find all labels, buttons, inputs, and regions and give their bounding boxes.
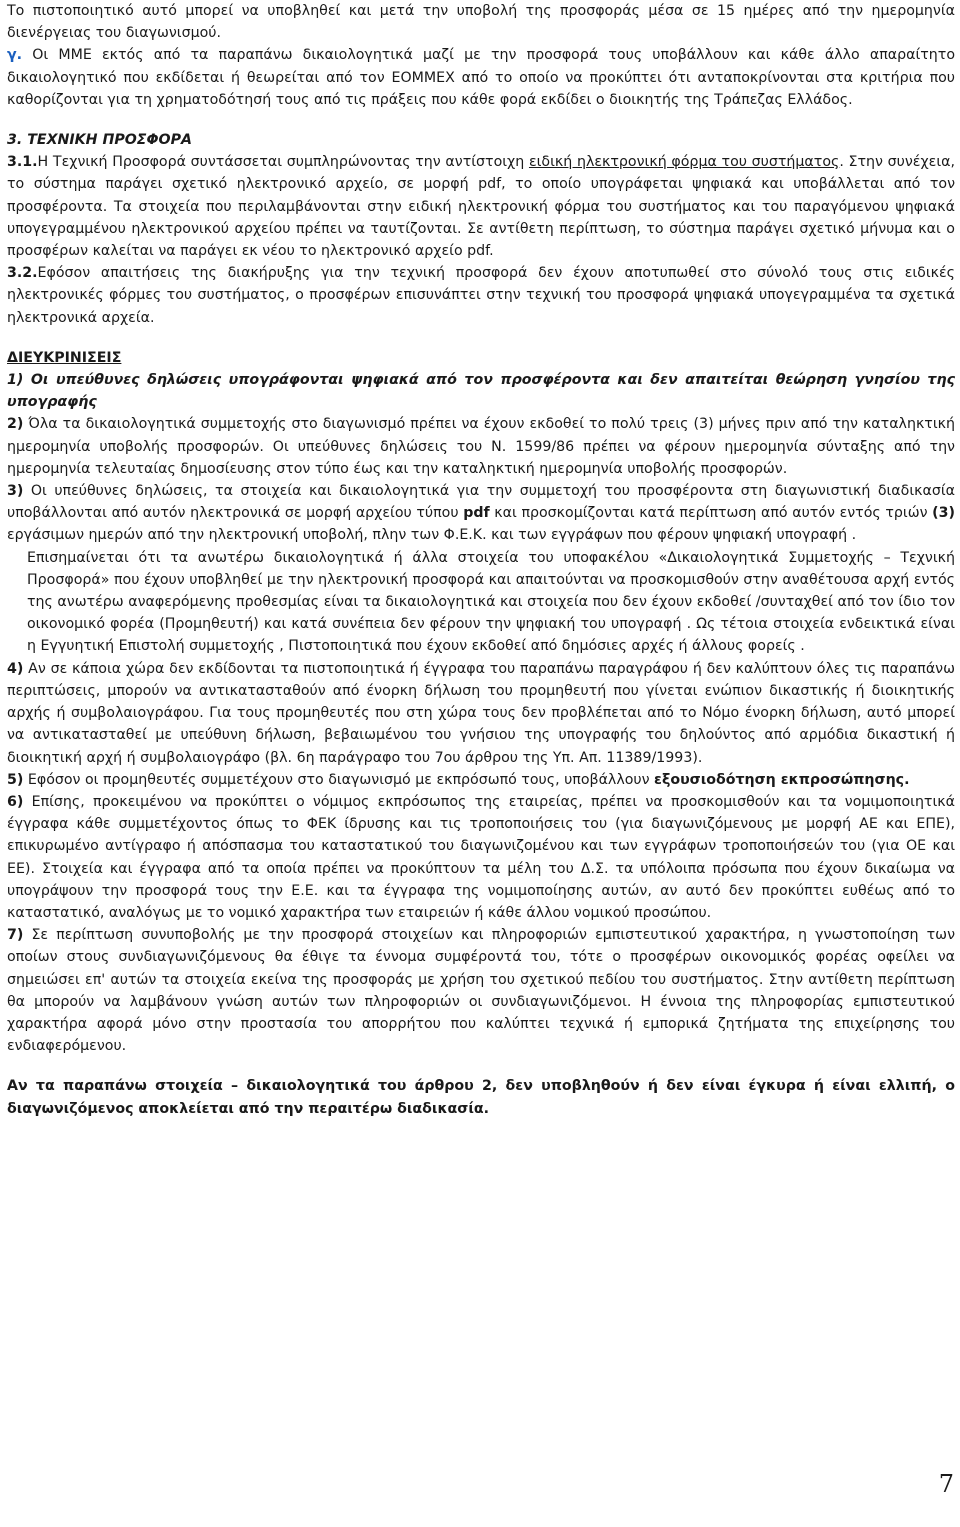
clarification-6-number: 6) [7, 793, 24, 810]
clarification-6 [7, 791, 955, 924]
section-3-1-text-b: . Στην συνέχεια, το σύστημα παράγει σχετικό ηλεκτρονικό αρχείο, σε μορφή pdf, το οποίο υπογράφεται ψηφιακά και υποβάλλεται από τον προσφέροντα. Τα στοιχεία που περιλαμβάνονται στην ειδική ηλεκτρονική φόρμα του συστήματος και του παραγόμενου ψηφιακά υπογεγραμμένου ηλεκτρονικού αρχείου πρέπει να ταυτίζονται. Σε αντίθετη περίπτωση, το σύστημα παράγει σχετικό μήνυμα και ο προσφέρων καλείται να παράγει εκ νέου το ηλεκτρονικό αρχείο pdf. [7, 154, 955, 260]
clarification-5-number: 5) [7, 771, 24, 788]
clarification-6-text: Επίσης, προκειμένου να προκύπτει ο νόμιμος εκπρόσωπος της εταιρείας, πρέπει να προσκομισθούν και τα νομιμοποιητικά έγγραφα κάθε συμμετέχοντος όπως το ΦΕΚ ίδρυσης και τις τροποποιήσεις του (για διαγωνιζόμενους με μορφή ΑΕ και ΕΠΕ), επικυρωμένο αντίγραφο ή απόσπασμα του καταστατικού του διαγωνιζομένου και των εγγράφων τροποποιήσεών του (για ΟΕ και ΕΕ). Στοιχεία και έγγραφα από τα οποία πρέπει να προκύπτουν τα μέλη του Δ.Σ. τα υπόλοιπα πρόσωπα που έχουν δικαίωμα να υπογράψουν την προσφορά τους την Ε.Ε. και τα έγγραφα της νομιμοποίησης αυτών, αν αυτό δεν προκύπτει ευθέως από το καταστατικό, αναλόγως με το νομικό χαρακτήρα των εταιρειών ή κάθε άλλου νομικού προσώπου. [7, 793, 955, 921]
clarification-5 [7, 769, 955, 791]
paragraph-gamma [7, 44, 955, 111]
clarification-2-number: 2) [7, 416, 24, 433]
section-3-2-number: 3.2. [7, 265, 38, 282]
page-number: 7 [938, 1470, 954, 1498]
clarification-2 [7, 413, 955, 480]
section-heading: 3. ΤΕΧΝΙΚΗ ΠΡΟΣΦΟΡΑ [7, 132, 192, 149]
clarification-3-pdf: pdf [463, 505, 490, 522]
clarification-3-note: Επισημαίνεται ότι τα ανωτέρω δικαιολογητικά ή άλλα στοιχεία του υποφακέλου «Δικαιολογητικά Συμμετοχής – Τεχνική Προσφορά» που έχουν υποβληθεί με την ηλεκτρονική προσφορά και απαιτούνται να προσκομισθούν στην αναθέτουσα αρχή εντός της ανωτέρω αναφερόμενης προθεσμίας είναι τα δικαιολογητικά και στοιχεία που δεν έχουν εκδοθεί /συνταχθεί από τον ίδιο τον οικονομικό φορέα (Προμηθευτή) και κατά συνέπεια δεν φέρουν την ψηφιακή του υπογραφή . Ως τέτοια στοιχεία ενδεικτικά είναι η Εγγυητική Επιστολή συμμετοχής , Πιστοποιητικά που έχουν εκδοθεί από δημόσιες αρχές ή άλλους φορείς . [27, 549, 955, 655]
clarifications-heading: ΔΙΕΥΚΡΙΝΙΣΕΙΣ [7, 349, 122, 366]
paragraph-3-1 [7, 151, 955, 262]
section-3-1-number: 3.1. [7, 154, 38, 171]
clarification-4-number: 4) [7, 660, 24, 677]
clarification-1: 1) Οι υπεύθυνες δηλώσεις υπογράφονται ψηφιακά από τον προσφέροντα και δεν απαιτείται θεώρηση γνησίου της υπογραφής [7, 372, 955, 411]
clarification-2-text: Όλα τα δικαιολογητικά συμμετοχής στο διαγωνισμό πρέπει να έχουν εκδοθεί το πολύ τρεις (3) μήνες πριν από την καταληκτική ημερομηνία υποβολής προσφορών. Οι υπεύθυνες δηλώσεις του Ν. 1599/86 πρέπει να φέρουν ημερομηνία σύνταξης από την ημερομηνία τελευταίας δημοσίευσης στον τύπο έως και την καταληκτική ημερομηνία υποβολής προσφορών. [7, 416, 955, 477]
clarification-5-bold: εξουσιοδότηση εκπροσώπησης. [654, 771, 910, 788]
clarification-3-text-b: και προσκομίζονται κατά περίπτωση από αυτόν εντός τριών [489, 505, 933, 522]
intro-paragraph: Το πιστοποιητικό αυτό μπορεί να υποβληθεί και μετά την υποβολή της προσφοράς μέσα σε 15 ημέρες από την ημερομηνία διενέργειας του διαγωνισμού. [7, 3, 955, 42]
clarification-7-number: 7) [7, 927, 24, 944]
electronic-form-link[interactable]: ειδική ηλεκτρονική φόρμα του συστήματος [528, 154, 840, 171]
section-3-2-text: Εφόσον απαιτήσεις της διακήρυξης για την τεχνική προσφορά δεν έχουν αποτυπωθεί στο σύνολό τους στις ειδικές ηλεκτρονικές φόρμες του συστήματος, ο προσφέρων επισυνάπτει στην τεχνική του προσφορά ψηφιακά υπογεγραμμένα τα σχετικά ηλεκτρονικά αρχεία. [7, 265, 955, 326]
paragraph-3-2 [7, 262, 955, 329]
clarification-7 [7, 924, 955, 1057]
clarification-3-three: (3) [932, 505, 955, 522]
clarification-4 [7, 658, 955, 769]
gamma-text: Οι ΜΜΕ εκτός από τα παραπάνω δικαιολογητικά μαζί με την προσφορά τους υποβάλλουν και κάθε άλλο απαραίτητο δικαιολογητικό που εκδίδεται ή θεωρείται από τον ΕΟΜΜΕΧ από το οποίο να προκύπτει ότι ανταποκρίνονται στα κριτήρια που καθορίζονται για τη χρηματοδότησή τους από τις πράξεις που κάθε φορά εκδίδει ο διοικητής της Τράπεζας Ελλάδος. [7, 47, 955, 108]
clarification-3-number: 3) [7, 483, 24, 500]
section-3-1-text-a: Η Τεχνική Προσφορά συντάσσεται συμπληρώνοντας την αντίστοιχη [37, 154, 529, 171]
clarification-3-text-a: Οι υπεύθυνες δηλώσεις, τα στοιχεία και δικαιολογητικά για την συμμετοχή του προσφέροντα στη διαγωνιστική διαδικασία υποβάλλονται από αυτόν ηλεκτρονικά σε μορφή αρχείου τύπου [7, 483, 955, 522]
clarification-5-text: Εφόσον οι προμηθευτές συμμετέχουν στο διαγωνισμό με εκπρόσωπό τους, υποβάλλουν [23, 771, 655, 788]
final-note: Αν τα παραπάνω στοιχεία – δικαιολογητικά του άρθρου 2, δεν υποβληθούν ή δεν είναι έγκυρα ή είναι ελλιπή, ο διαγωνιζόμενος αποκλείεται από την περαιτέρω διαδικασία. [7, 1078, 955, 1117]
clarification-3 [7, 480, 955, 547]
clarification-3-text-c: εργάσιμων ημερών από την ηλεκτρονική υποβολή, πλην των Φ.Ε.Κ. και των εγγράφων που φέρουν ψηφιακή υπογραφή . [7, 527, 857, 544]
clarification-7-text: Σε περίπτωση συνυποβολής με την προσφορά στοιχείων και πληροφοριών εμπιστευτικού χαρακτήρα, η γνωστοποίηση των οποίων στους συνδιαγωνιζόμενους θα έθιγε τα έννομα συμφέροντά του, τότε ο προσφέρων οικονομικός φορέας οφείλει να σημειώσει επ' αυτών τα στοιχεία εκείνα της προσφοράς με χρήση του σχετικού πεδίου του συστήματος. Στην αντίθετη περίπτωση θα μπορούν να λαμβάνουν γνώση αυτών των πληροφοριών οι συνδιαγωνιζόμενοι. Η έννοια της πληροφορίας εμπιστευτικού χαρακτήρα αφορά μόνο στην προστασία του απορρήτου που καλύπτει τεχνικά ή εμπορικά ζητήματα της επιχείρησης του ενδιαφερόμενου. [7, 927, 955, 1055]
clarification-4-text: Αν σε κάποια χώρα δεν εκδίδονται τα πιστοποιητικά ή έγγραφα του παραπάνω παραγράφου ή δεν καλύπτουν όλες τις παραπάνω περιπτώσεις, μπορούν να αντικατασταθούν από ένορκη δήλωση του προμηθευτή που γίνεται ενώπιον δικαστικής ή διοικητικής αρχής ή συμβολαιογράφου. Για τους προμηθευτές που στη χώρα τους δεν προβλέπεται από το Νόμο ένορκη δήλωση, αυτό μπορεί να αντικατασταθεί με υπεύθυνη δήλωση, βεβαιωμένου του γνήσιου της υπογραφής του δηλούντος από αρμόδια δικαστική ή διοικητική αρχή ή συμβολαιογράφο (βλ. 6η παράγραφο του 7ου άρθρου της Υπ. Απ. 11389/1993). [7, 660, 955, 766]
gamma-marker: γ. [7, 47, 23, 64]
